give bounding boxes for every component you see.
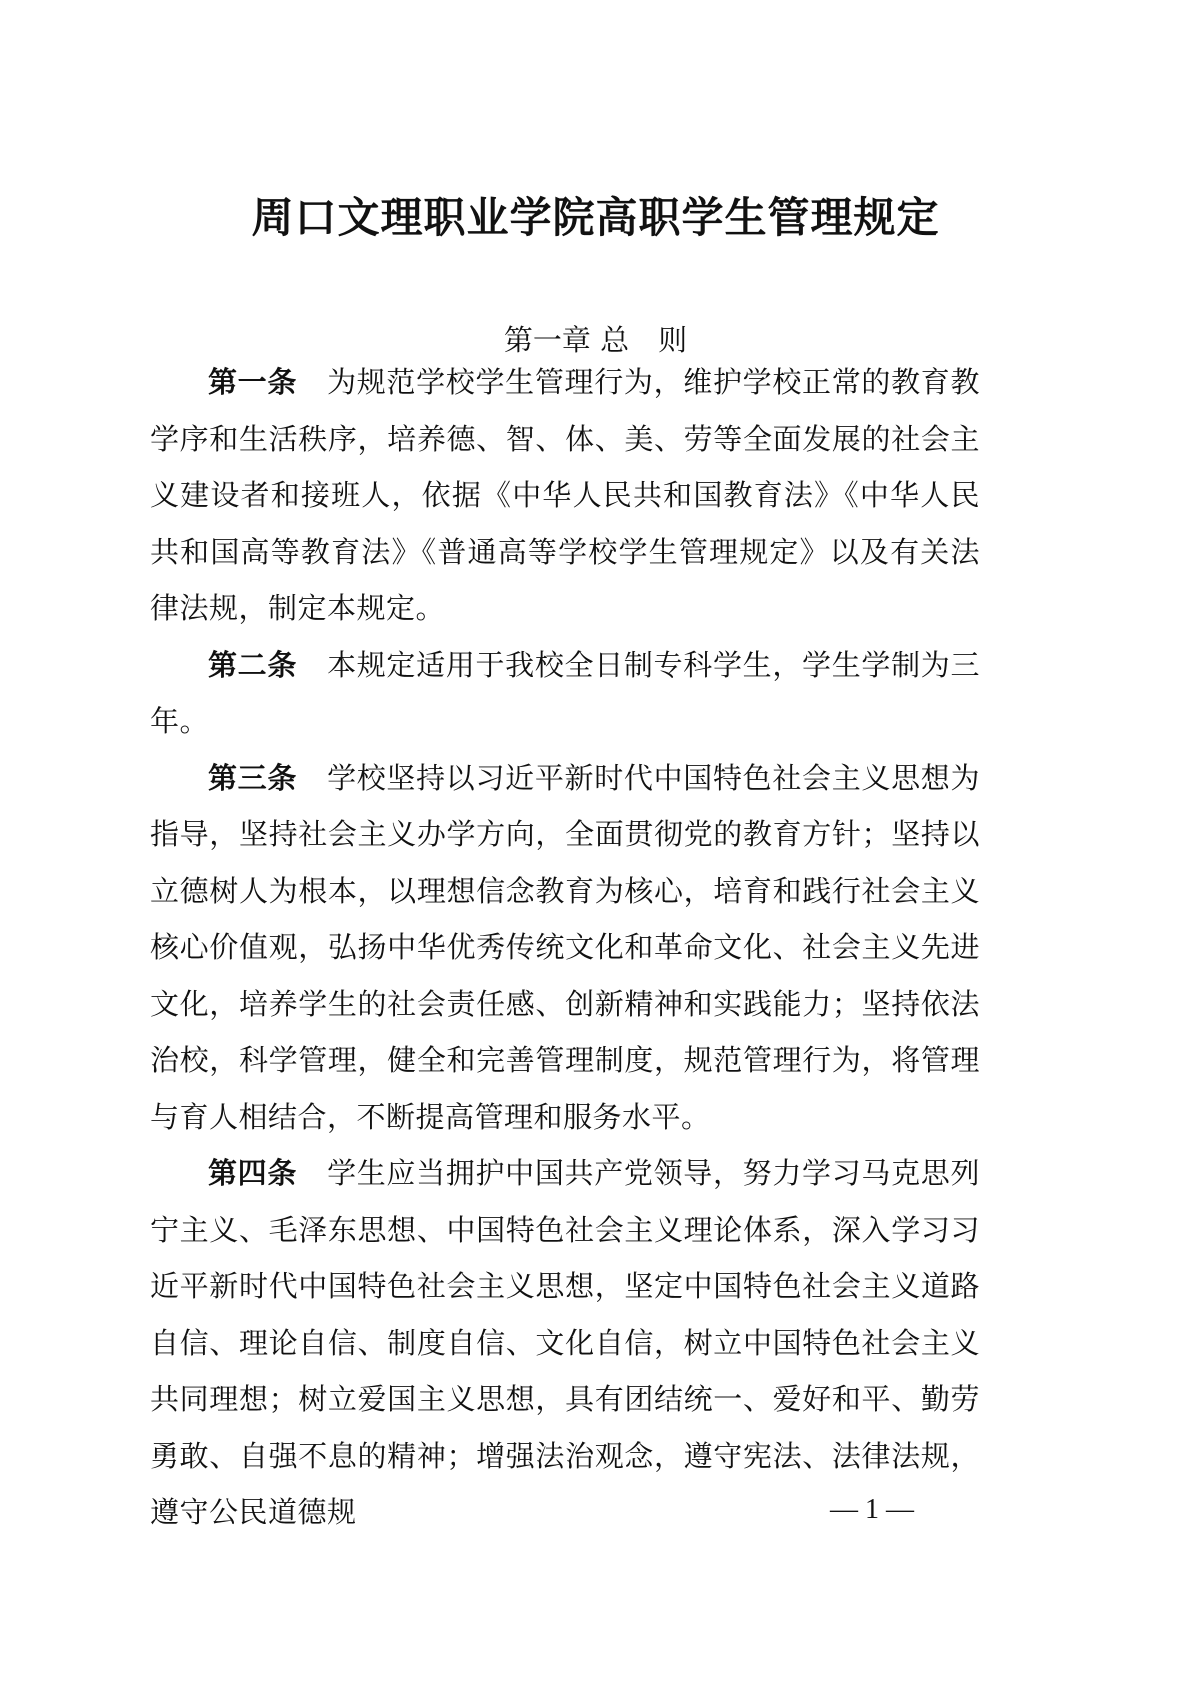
article-1 <box>150 354 980 637</box>
article-label: 第一条 <box>208 365 298 399</box>
article-3 <box>150 750 980 1146</box>
article-label: 第四条 <box>208 1156 298 1190</box>
article-2 <box>150 637 980 750</box>
article-text: 为规范学校学生管理行为，维护学校正常的教育教学序和生活秩序，培养德、智、体、美、劳等全面发展的社会主义建设者和接班人，依据《中华人民共和国教育法》《中华人民共和国高等教育法》《普通高等学校学生管理规定》以及有关法律法规，制定本规定。 <box>150 365 980 625</box>
page-number: — 1 — <box>830 1494 914 1525</box>
article-label: 第三条 <box>208 760 298 795</box>
article-text: 学生应当拥护中国共产党领导，努力学习马克思列宁主义、毛泽东思想、中国特色社会主义理论体系，深入学习习近平新时代中国特色社会主义思想，坚定中国特色社会主义道路自信、理论自信、制度自信、文化自信，树立中国特色社会主义共同理想；树立爱国主义思想，具有团结统一、爱好和平、勤劳勇敢、自强不息的精神；增强法治观念，遵守宪法、法律法规，遵守公民道德规 <box>150 1156 980 1529</box>
article-text: 学校坚持以习近平新时代中国特色社会主义思想为指导，坚持社会主义办学方向，全面贯彻党的教育方针；坚持以立德树人为根本，以理想信念教育为核心，培育和践行社会主义核心价值观，弘扬中华优秀传统文化和革命文化、社会主义先进文化，培养学生的社会责任感、创新精神和实践能力；坚持依法治校，科学管理，健全和完善管理制度，规范管理行为，将管理与育人相结合，不断提高管理和服务水平。 <box>150 760 980 1134</box>
article-label: 第二条 <box>208 647 298 682</box>
article-text: 本规定适用于我校全日制专科学生，学生学制为三年。 <box>150 647 980 738</box>
document-body <box>150 354 980 1541</box>
article-4 <box>150 1145 980 1541</box>
document-title: 周口文理职业学院高职学生管理规定 <box>251 193 940 242</box>
chapter-heading: 第一章 总 则 <box>503 323 688 357</box>
